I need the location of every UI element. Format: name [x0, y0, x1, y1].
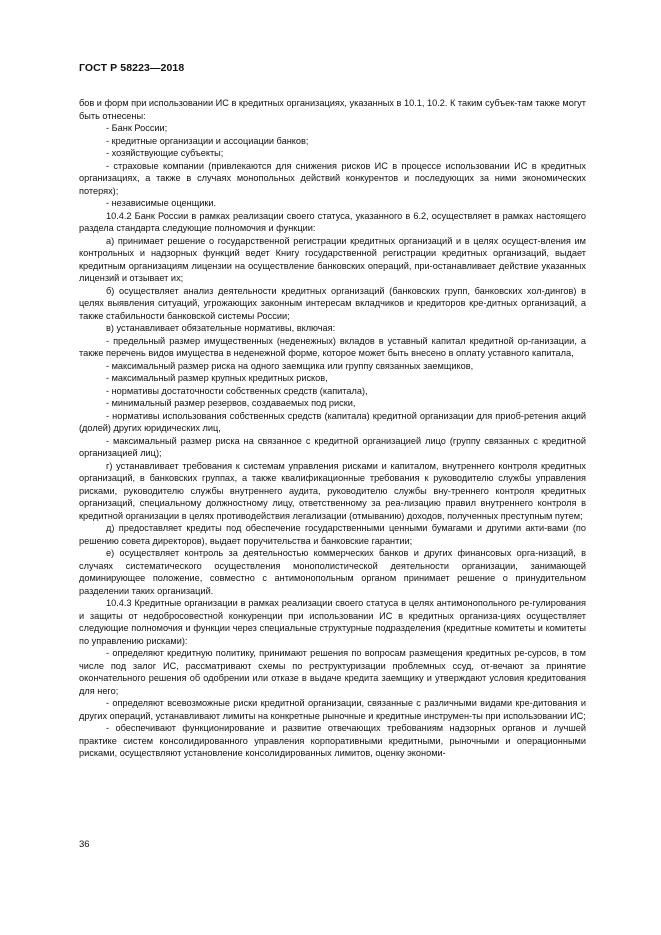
paragraph: - максимальный размер крупных кредитных рисков,	[106, 373, 328, 383]
paragraph: - страховые компании (привлекаются для снижения рисков ИС в процессе использовании ИС в кредитных организациях, а также в случаях монопольных действий конкурентов и последующих за ними экономических потерях);	[79, 160, 586, 196]
paragraph: - кредитные организации и ассоциации банков;	[106, 135, 309, 146]
paragraph: - минимальный размер резервов, создаваемых под риски,	[106, 398, 356, 408]
page-number: 36	[79, 839, 90, 850]
paragraph: - максимальный размер риска на связанное с кредитной организацией лицо (группу связанных с кредитной организацией лиц);	[79, 435, 586, 458]
paragraph: - обеспечивают функционирование и развитие отвечающих требованиям надзорных органов и лучшей практике систем консолидированного управления корпоративными кредитными, рыночными и операционными рисками, осуществляют установление консолидированных лимитов, оценку экономи-	[79, 723, 586, 758]
paragraph: бов и форм при использовании ИС в кредитных организациях, указанных в 10.1, 10.2. К таким субъек-там также могут быть отнесены:	[79, 98, 586, 121]
paragraph: в) устанавливает обязательные нормативы, включая:	[106, 323, 336, 333]
paragraph: б) осуществляет анализ деятельности кредитных организаций (банковских групп, банковских хол-дингов) в целях выявления ситуаций, угрожающих законным интересам вкладчиков и кредиторов кре-дитных организаций, а также стабильности банковской системы России;	[79, 285, 586, 321]
paragraph: 10.4.3 Кредитные организации в рамках реализации своего статуса в целях антимонопольного ре-гулирования и защиты от недобросовестной конкуренции при использовании ИС в кредитных организа-циях осуществляет следующие полномочия и функции через специальные структурные подразделения (кредитные комитеты и комитеты по управлению рисками):	[79, 598, 586, 646]
paragraph: - независимые оценщики.	[106, 198, 217, 208]
paragraph: - хозяйствующие субъекты;	[106, 148, 224, 158]
paragraph: - Банк России;	[106, 123, 168, 133]
paragraph: - определяют всевозможные риски кредитной организации, связанные с различными видами кре-дитования и других операций, устанавливают лимиты на конкретные рыночные и кредитные инструмен-ты при использовании ИС;	[79, 698, 586, 721]
paragraph: - нормативы использования собственных средств (капитала) кредитной организации для приоб-ретения акций (долей) других юридических лиц,	[79, 410, 586, 433]
paragraph: - максимальный размер риска на одного заемщика или группу связанных заемщиков,	[106, 360, 474, 371]
document-body	[79, 97, 586, 760]
standard-header: ГОСТ Р 58223—2018	[79, 62, 185, 74]
paragraph: е) осуществляет контроль за деятельностью коммерческих банков и других финансовых орга-низаций, в случаях систематического осуществления монополистической деятельности организации, занимающей доминирующее положение, совместно с антимонопольным органом принимает решение о принудительном разделении таких организаций.	[79, 548, 586, 596]
paragraph: а) принимает решение о государственной регистрации кредитных организаций и в целях осущест-вления им контрольных и надзорных функций ведет Книгу государственной регистрации кредитных организаций, выдает кредитным организациям лицензии на осуществление банковских операций, при-останавливает действие указанных лицензий и отзывает их;	[79, 235, 586, 283]
paragraph: - предельный размер имущественных (неденежных) вкладов в уставный капитал кредитной ор-ганизации, а также перечень видов имущества в неденежной форме, которое может быть внесено в оплату уставного капитала,	[79, 335, 586, 358]
paragraph: - нормативы достаточности собственных средств (капитала),	[106, 385, 368, 396]
paragraph: г) устанавливает требования к системам управления рисками и капиталом, внутреннего контроля кредитных организаций, в банковских группах, а также квалификационные требования к руководителю службы управления рисками, руководителю службы внутреннего аудита, руководителю службы вну-треннего контроля кредитных организаций, специальному должностному лицу, ответственному за реа-лизацию правил внутреннего контроля в кредитной организации в целях противодействия легализации (отмыванию) доходов, полученных преступным путем;	[79, 460, 586, 521]
paragraph: - определяют кредитную политику, принимают решения по вопросам размещения кредитных ре-сурсов, в том числе под залог ИС, рассматривают схемы по реструктуризации проблемных ссуд, от-вечают за принятие окончательного решения об одобрении или отказе в выдаче кредита заемщику и утверждают условия кредитования для него;	[79, 648, 586, 696]
paragraph: 10.4.2 Банк России в рамках реализации своего статуса, указанного в 6.2, осуществляет в рамках настоящего раздела стандарта следующие полномочия и функции:	[79, 210, 586, 233]
paragraph: д) предоставляет кредиты под обеспечение государственными ценными бумагами и другими акти-вами (по решению совета директоров), выдает поручительства и банковские гарантии;	[79, 523, 586, 546]
